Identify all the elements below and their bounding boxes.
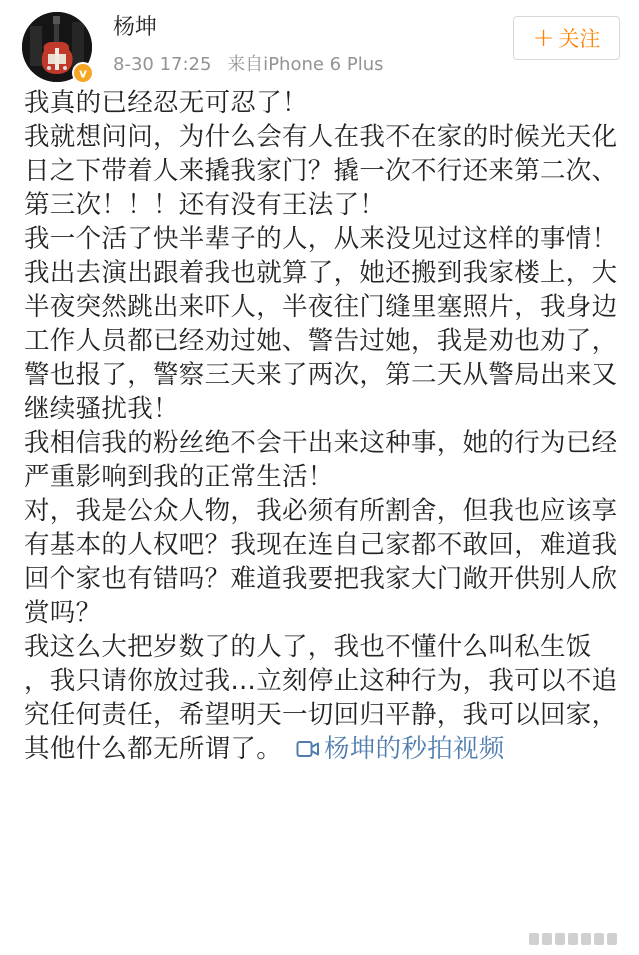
post-paragraph: 对，我是公众人物，我必须有所割舍，但我也应该享有基本的人权吧？我现在连自己家都不敢回，难道我回个家也有错吗？难道我要把我家大门敞开供别人欣赏吗？ <box>24 496 618 628</box>
post-header <box>0 0 639 92</box>
post-time: 8-30 17:25 <box>113 54 212 75</box>
post-source: 来自iPhone 6 Plus <box>227 54 384 75</box>
video-icon <box>296 739 320 759</box>
follow-label: 关注 <box>558 27 601 51</box>
watermark <box>529 929 629 949</box>
verified-badge-icon <box>72 62 94 84</box>
post-meta <box>113 54 383 76</box>
post-last-paragraph <box>24 630 620 766</box>
svg-text:v: v <box>79 66 87 81</box>
post-body <box>24 86 620 766</box>
video-link-label: 杨坤的秒拍视频 <box>324 734 505 764</box>
post-paragraph: 我就想问问，为什么会有人在我不在家的时候光天化日之下带着人来撬我家门？撬一次不行还来第二次、第三次！！！还有没有王法了！ <box>24 122 618 220</box>
follow-button[interactable] <box>513 16 620 60</box>
avatar[interactable] <box>22 12 92 82</box>
plus-icon: + <box>532 23 555 53</box>
post-paragraph: 我一个活了快半辈子的人，从来没见过这样的事情！我出去演出跟着我也就算了，她还搬到我家楼上，大半夜突然跳出来吓人，半夜往门缝里塞照片，我身边工作人员都已经劝过她、警告过她，我是劝也劝了，警也报了，警察三天来了两次，第二天从警局出来又继续骚扰我！ <box>24 224 618 424</box>
post-paragraph: 我真的已经忍无可忍了！ <box>24 88 308 118</box>
post-paragraph: 我相信我的粉丝绝不会干出来这种事，她的行为已经严重影响到我的正常生活！ <box>24 428 618 492</box>
post-paragraph: 我这么大把岁数了的人了，我也不懂什么叫私生饭 ，我只请你放过我…立刻停止这种行为，我可以不追究任何责任，希望明天一切回归平静，我可以回家，其他什么都无所谓了。 <box>24 632 618 764</box>
username[interactable]: 杨坤 <box>113 15 158 40</box>
video-link[interactable] <box>282 734 505 764</box>
